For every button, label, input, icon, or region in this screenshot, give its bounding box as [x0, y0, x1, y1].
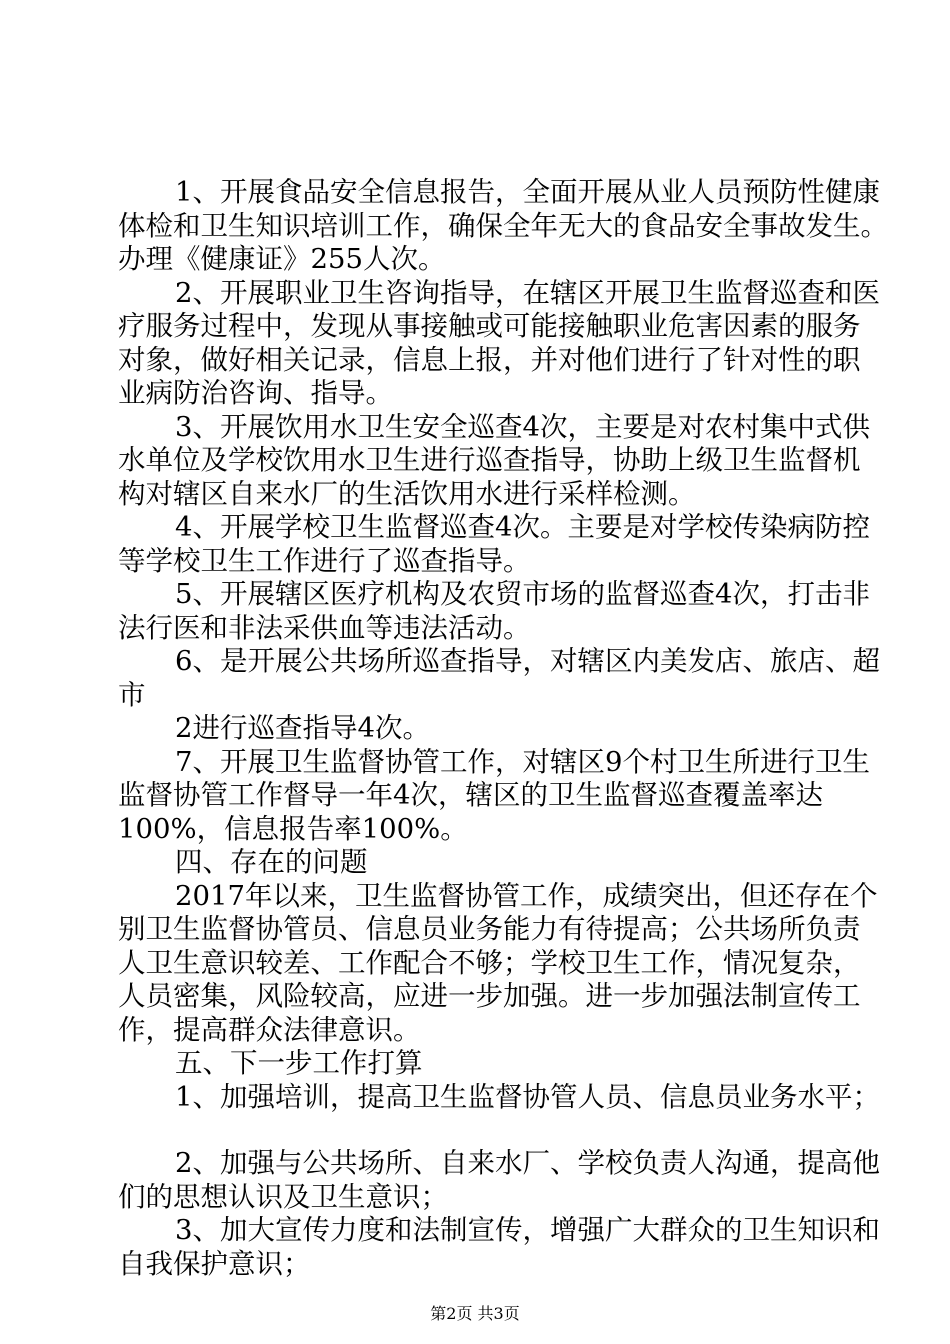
section-heading: 五、下一步工作打算 [175, 1047, 423, 1079]
text-line: 5、开展辖区医疗机构及农贸市场的监督巡查4次，打击非 [175, 578, 870, 610]
text-line: 100%，信息报告率100%。 [118, 813, 468, 845]
text-line: 2进行巡查指导4次。 [175, 712, 430, 744]
text-line: 人卫生意识较差、工作配合不够；学校卫生工作，情况复杂， [118, 947, 861, 979]
text-line: 6、是开展公共场所巡查指导，对辖区内美发店、旅店、超 [175, 645, 880, 677]
text-line: 人员密集，风险较高，应进一步加强。进一步加强法制宣传工 [118, 980, 861, 1012]
text-line: 自我保护意识； [118, 1248, 311, 1280]
text-line: 2017年以来，卫生监督协管工作，成绩突出，但还存在个 [175, 880, 878, 912]
page-footer: 第2页 共3页 [430, 1304, 520, 1323]
text-line: 市 [118, 679, 146, 711]
text-line: 等学校卫生工作进行了巡查指导。 [118, 545, 531, 577]
text-line: 7、开展卫生监督协管工作，对辖区9个村卫生所进行卫生 [175, 746, 870, 778]
text-line: 们的思想认识及卫生意识； [118, 1181, 448, 1213]
text-line: 别卫生监督协管员、信息员业务能力有待提高；公共场所负责 [118, 913, 861, 945]
text-line: 疗服务过程中，发现从事接触或可能接触职业危害因素的服务 [118, 310, 861, 342]
text-line: 对象，做好相关记录，信息上报，并对他们进行了针对性的职 [118, 344, 861, 376]
text-line: 水单位及学校饮用水卫生进行巡查指导，协助上级卫生监督机 [118, 444, 861, 476]
text-line: 2、开展职业卫生咨询指导，在辖区开展卫生监督巡查和医 [175, 277, 880, 309]
text-line: 2、加强与公共场所、自来水厂、学校负责人沟通，提高他 [175, 1147, 880, 1179]
text-line: 办理《健康证》255人次。 [118, 243, 446, 275]
text-line: 法行医和非法采供血等违法活动。 [118, 612, 531, 644]
text-line: 体检和卫生知识培训工作，确保全年无大的食品安全事故发生。 [118, 210, 888, 242]
text-line: 构对辖区自来水厂的生活饮用水进行采样检测。 [118, 478, 696, 510]
text-line: 1、加强培训，提高卫生监督协管人员、信息员业务水平； [175, 1081, 880, 1113]
text-line: 4、开展学校卫生监督巡查4次。主要是对学校传染病防控 [175, 511, 870, 543]
text-line: 3、加大宣传力度和法制宣传，增强广大群众的卫生知识和 [175, 1214, 880, 1246]
section-heading: 四、存在的问题 [175, 846, 368, 878]
text-line: 作，提高群众法律意识。 [118, 1014, 421, 1046]
text-line: 3、开展饮用水卫生安全巡查4次，主要是对农村集中式供 [175, 411, 870, 443]
text-line: 1、开展食品安全信息报告，全面开展从业人员预防性健康 [175, 176, 880, 208]
text-line: 监督协管工作督导一年4次，辖区的卫生监督巡查覆盖率达 [118, 779, 823, 811]
text-line: 业病防治咨询、指导。 [118, 377, 393, 409]
